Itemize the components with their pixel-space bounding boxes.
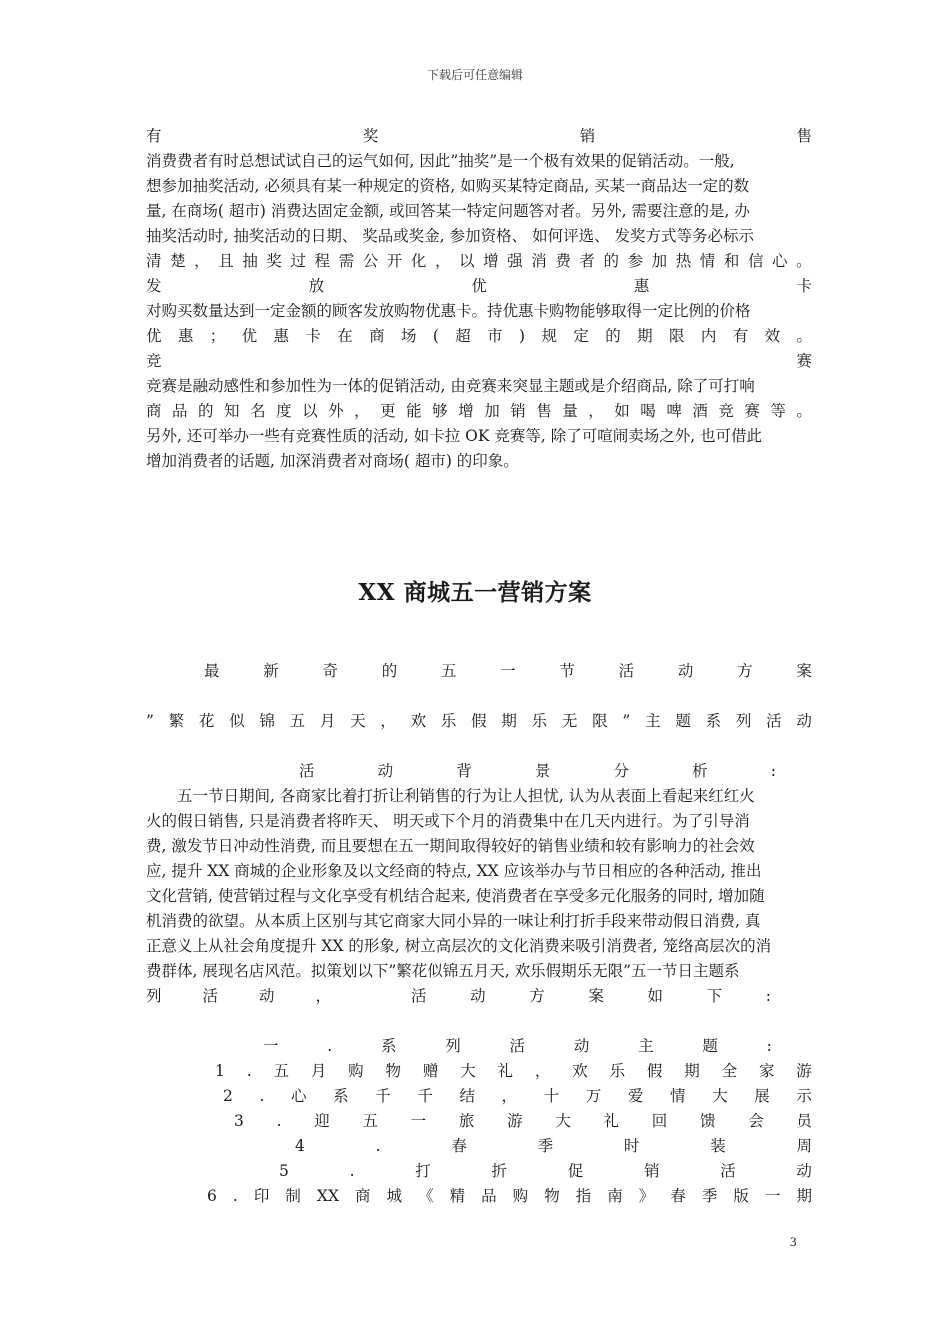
glyph: ， bbox=[534, 1062, 551, 1080]
glyph: ， bbox=[315, 987, 331, 1005]
glyph: 且 bbox=[218, 252, 234, 270]
glyph: 礼 bbox=[497, 1062, 514, 1080]
glyph: 等 bbox=[770, 402, 786, 420]
glyph: 繁 bbox=[168, 712, 185, 730]
glyph: 春 bbox=[670, 1187, 686, 1205]
glyph: 放 bbox=[308, 277, 325, 295]
glyph: 物 bbox=[385, 1062, 402, 1080]
glyph: 精 bbox=[449, 1187, 466, 1205]
glyph: 。 bbox=[796, 402, 812, 420]
glyph: 1 bbox=[215, 1062, 225, 1080]
glyph: 活 bbox=[618, 662, 635, 680]
glyph: 奖 bbox=[266, 252, 282, 270]
lottery-line-3: 量, 在商场( 超市) 消费达固定金额, 或回答某一特定问题答对者。另外, 需要注意的是, 办 bbox=[146, 202, 750, 220]
glyph: 心 bbox=[291, 1087, 307, 1105]
glyph: 天 bbox=[350, 712, 366, 730]
glyph: 方 bbox=[529, 987, 545, 1005]
glyph: 惠 bbox=[177, 327, 194, 345]
glyph: 卡 bbox=[305, 327, 321, 345]
glyph: 。 bbox=[796, 327, 812, 345]
glyph: 楚 bbox=[170, 252, 186, 270]
glyph: 打 bbox=[415, 1162, 431, 1180]
glyph: 会 bbox=[748, 1112, 764, 1130]
glyph: 家 bbox=[758, 1062, 775, 1080]
glyph: 欢 bbox=[572, 1062, 588, 1080]
glyph: ” bbox=[146, 712, 154, 730]
list-item-3 bbox=[234, 1109, 812, 1134]
glyph: 展 bbox=[754, 1087, 770, 1105]
glyph: 3 bbox=[234, 1112, 244, 1130]
glyph: ， bbox=[588, 402, 604, 420]
glyph: 动 bbox=[796, 712, 812, 730]
glyph: 强 bbox=[507, 252, 523, 270]
glyph: ， bbox=[434, 252, 451, 270]
glyph: ) bbox=[519, 327, 526, 345]
glyph: 系 bbox=[333, 1087, 349, 1105]
glyph: 期 bbox=[637, 327, 653, 345]
glyph: 期 bbox=[796, 1187, 812, 1205]
glyph: 千 bbox=[417, 1087, 433, 1105]
glyph: 月 bbox=[319, 712, 336, 730]
glyph: 竞 bbox=[146, 352, 162, 370]
glyph: 爱 bbox=[627, 1087, 644, 1105]
glyph: 清 bbox=[146, 252, 162, 270]
glyph: 乐 bbox=[440, 712, 457, 730]
glyph: 热 bbox=[675, 252, 692, 270]
glyph: 销 bbox=[643, 1162, 660, 1180]
glyph: 列 bbox=[146, 987, 162, 1005]
glyph: 需 bbox=[338, 252, 355, 270]
glyph: 限 bbox=[668, 327, 685, 345]
glyph: 奖 bbox=[362, 127, 379, 145]
glyph: 景 bbox=[534, 762, 551, 780]
glyph: 主 bbox=[645, 712, 661, 730]
glyph: 无 bbox=[561, 712, 578, 730]
glyph: ， bbox=[194, 252, 210, 270]
glyph: 有 bbox=[732, 327, 749, 345]
glyph: 活 bbox=[766, 712, 782, 730]
glyph: 限 bbox=[592, 712, 608, 730]
glyph: 优 bbox=[241, 327, 258, 345]
glyph: 活 bbox=[509, 1037, 526, 1055]
glyph: 折 bbox=[491, 1162, 507, 1180]
glyph: 下 bbox=[706, 987, 723, 1005]
glyph: 心 bbox=[772, 252, 788, 270]
glyph: 十 bbox=[543, 1087, 560, 1105]
glyph: 增 bbox=[483, 252, 499, 270]
glyph: 周 bbox=[796, 1137, 812, 1155]
glyph: 过 bbox=[290, 252, 306, 270]
glyph: 题 bbox=[675, 712, 691, 730]
glyph: 参 bbox=[627, 252, 644, 270]
glyph: 加 bbox=[651, 252, 668, 270]
lottery-line-2: 想参加抽奖活动, 必须具有某一种规定的资格, 如购买某特定商品, 买某一商品达一定的数 bbox=[146, 177, 750, 195]
theme-line-wrap bbox=[146, 709, 812, 734]
glyph: . bbox=[327, 1037, 333, 1055]
glyph: 假 bbox=[471, 712, 487, 730]
glyph: 购 bbox=[348, 1062, 364, 1080]
glyph: 发 bbox=[146, 277, 162, 295]
bg-heading-wrap bbox=[146, 759, 812, 784]
list-item-2 bbox=[223, 1084, 812, 1109]
theme-line bbox=[146, 709, 812, 734]
glyph: 五 bbox=[289, 712, 306, 730]
glyph: 时 bbox=[623, 1137, 640, 1155]
glyph: 《 bbox=[418, 1187, 434, 1205]
glyph: 促 bbox=[567, 1162, 584, 1180]
glyph: 月 bbox=[310, 1062, 327, 1080]
glyph: 有 bbox=[146, 127, 162, 145]
glyph: 主 bbox=[638, 1037, 654, 1055]
glyph: ， bbox=[501, 1087, 518, 1105]
bg-line-9-b bbox=[411, 984, 771, 1009]
glyph: 礼 bbox=[603, 1112, 620, 1130]
bg-line-1: 五一节日期间, 各商家比着打折让利销售的行为让人担忧, 认为从表面上看起来红红火 bbox=[177, 787, 755, 805]
glyph: 大 bbox=[712, 1087, 728, 1105]
contest-line-2 bbox=[146, 399, 812, 424]
glyph: 动 bbox=[470, 987, 486, 1005]
list-item-1 bbox=[215, 1059, 812, 1084]
heading-card bbox=[146, 274, 812, 299]
glyph: 超 bbox=[455, 327, 471, 345]
glyph: 赛 bbox=[744, 402, 760, 420]
glyph: 商 bbox=[369, 327, 385, 345]
glyph: 以 bbox=[302, 402, 318, 420]
glyph: 制 bbox=[285, 1187, 301, 1205]
activity-list bbox=[146, 1034, 812, 1209]
document-title: XX 商城五一营销方案 bbox=[358, 579, 592, 606]
glyph: 场 bbox=[401, 327, 417, 345]
glyph: 2 bbox=[223, 1087, 233, 1105]
glyph: 6 bbox=[207, 1187, 217, 1205]
glyph: 规 bbox=[541, 327, 557, 345]
bg-line-9-a bbox=[146, 984, 331, 1009]
contest-line-4: 增加消费者的话题, 加深消费者对商场( 超市) 的印象。 bbox=[146, 452, 519, 470]
glyph: 季 bbox=[701, 1187, 718, 1205]
glyph: 奇 bbox=[322, 662, 338, 680]
glyph: 更 bbox=[380, 402, 396, 420]
glyph: 费 bbox=[555, 252, 571, 270]
glyph: 度 bbox=[276, 402, 292, 420]
list-item-6 bbox=[207, 1184, 812, 1209]
glyph: 公 bbox=[362, 252, 379, 270]
glyph: 的 bbox=[605, 327, 621, 345]
glyph: 结 bbox=[459, 1087, 475, 1105]
glyph: 如 bbox=[614, 402, 630, 420]
glyph: 大 bbox=[460, 1062, 476, 1080]
glyph: 活 bbox=[411, 987, 427, 1005]
glyph: 的 bbox=[603, 252, 619, 270]
glyph: 的 bbox=[381, 662, 398, 680]
glyph: 。 bbox=[796, 252, 812, 270]
glyph: . bbox=[246, 1062, 252, 1080]
glyph: 回 bbox=[651, 1112, 668, 1130]
newest-plan-line-wrap bbox=[146, 659, 812, 684]
glyph: 迎 bbox=[314, 1112, 330, 1130]
lottery-line-5 bbox=[146, 249, 812, 274]
glyph: ” bbox=[622, 712, 631, 730]
glyph: 五 bbox=[273, 1062, 289, 1080]
contest-line-1: 竞赛是融动感性和参加性为一体的促销活动, 由竞赛来突显主题或是介绍商品, 除了可打响 bbox=[146, 377, 755, 395]
card-line-2 bbox=[146, 324, 812, 349]
glyph: 信 bbox=[747, 252, 764, 270]
glyph: 销 bbox=[510, 402, 526, 420]
list-heading bbox=[263, 1034, 772, 1059]
glyph: 销 bbox=[579, 127, 596, 145]
glyph: 外 bbox=[328, 402, 344, 420]
glyph: 物 bbox=[544, 1187, 560, 1205]
glyph: 4 bbox=[295, 1137, 305, 1155]
glyph: 千 bbox=[375, 1087, 391, 1105]
glyph: 乐 bbox=[531, 712, 548, 730]
glyph: 商 bbox=[355, 1187, 371, 1205]
glyph: 期 bbox=[684, 1062, 700, 1080]
glyph: ， bbox=[354, 402, 370, 420]
glyph: 南 bbox=[607, 1187, 623, 1205]
glyph: 动 bbox=[377, 762, 394, 780]
glyph: 竞 bbox=[718, 402, 734, 420]
glyph: 抽 bbox=[242, 252, 258, 270]
glyph: 酒 bbox=[692, 402, 708, 420]
bg-heading bbox=[299, 759, 776, 784]
glyph: 大 bbox=[555, 1112, 571, 1130]
glyph: 情 bbox=[669, 1087, 686, 1105]
glyph: 优 bbox=[471, 277, 487, 295]
glyph: 的 bbox=[198, 402, 214, 420]
glyph: 最 bbox=[204, 662, 220, 680]
glyph: 喝 bbox=[640, 402, 656, 420]
glyph: 消 bbox=[531, 252, 547, 270]
glyph: 赠 bbox=[422, 1062, 439, 1080]
glyph: 5 bbox=[279, 1162, 289, 1180]
lottery-line-1: 消费费者有时总想试试自己的运气如何, 因此”抽奖”是一个极有效果的促销活动。一般, bbox=[146, 152, 735, 170]
glyph: 售 bbox=[536, 402, 552, 420]
bg-line-5: 文化营销, 使营销过程与文化享受有机结合起来, 使消费者在享受多元化服务的同时, 增加随 bbox=[146, 887, 765, 905]
bg-line-2: 火的假日销售, 只是消费者将昨天、 明天或下个月的消费集中在几天内进行。为了引导消 bbox=[146, 812, 750, 830]
glyph: 节 bbox=[559, 662, 575, 680]
glyph: 动 bbox=[573, 1037, 590, 1055]
glyph: 万 bbox=[585, 1087, 602, 1105]
glyph: 活 bbox=[202, 987, 218, 1005]
glyph: 和 bbox=[723, 252, 740, 270]
glyph: 员 bbox=[796, 1112, 812, 1130]
page-header: 下载后可任意编辑 bbox=[426, 68, 523, 82]
glyph: 》 bbox=[638, 1187, 655, 1205]
bg-line-6: 机消费的欲望。从本质上区别与其它商家大同小异的一味让利打折手段来带动假日消费, 真 bbox=[146, 912, 761, 930]
glyph: ； bbox=[209, 327, 226, 345]
heading-lottery bbox=[146, 124, 812, 149]
glyph: 指 bbox=[575, 1187, 592, 1205]
glyph: 惠 bbox=[273, 327, 290, 345]
glyph: 方 bbox=[737, 662, 753, 680]
glyph: 优 bbox=[146, 327, 162, 345]
glyph: 如 bbox=[647, 987, 664, 1005]
glyph: 卡 bbox=[796, 277, 812, 295]
glyph: 品 bbox=[481, 1187, 497, 1205]
list-item-4 bbox=[295, 1134, 812, 1159]
bg-line-9 bbox=[146, 984, 812, 1009]
glyph: 够 bbox=[432, 402, 448, 420]
newest-plan-line bbox=[204, 659, 812, 684]
bg-paragraph bbox=[146, 784, 812, 1009]
glyph: 印 bbox=[253, 1187, 270, 1205]
glyph: 旅 bbox=[458, 1112, 475, 1130]
glyph: 程 bbox=[314, 252, 331, 270]
contest-line-3: 另外, 还可举办一些有竞赛性质的活动, 如卡拉 OK 竞赛等, 除了可喧闹卖场之外, 也可借此 bbox=[146, 427, 763, 445]
list-item-5 bbox=[279, 1159, 812, 1184]
page-number: 3 bbox=[790, 1234, 797, 1249]
glyph: 城 bbox=[386, 1187, 403, 1205]
glyph: 情 bbox=[699, 252, 716, 270]
glyph: 案 bbox=[588, 987, 604, 1005]
glyph: 啤 bbox=[666, 402, 682, 420]
glyph: 装 bbox=[710, 1137, 726, 1155]
bg-line-8: 费群体, 展现名店风范。拟策划以下”繁花似锦五月天, 欢乐假期乐无限”五一节日主题系 bbox=[146, 962, 740, 980]
glyph: 在 bbox=[337, 327, 353, 345]
glyph: 活 bbox=[299, 762, 315, 780]
glyph: 五 bbox=[440, 662, 457, 680]
glyph: . bbox=[276, 1112, 282, 1130]
glyph: 名 bbox=[250, 402, 266, 420]
glyph: 品 bbox=[172, 402, 188, 420]
glyph: 市 bbox=[487, 327, 503, 345]
glyph: 馈 bbox=[699, 1112, 716, 1130]
glyph: 售 bbox=[796, 127, 812, 145]
glyph: 开 bbox=[386, 252, 403, 270]
glyph: 一 bbox=[764, 1187, 781, 1205]
card-line-1: 对购买数量达到一定金额的顾客发放购物优惠卡。持优惠卡购物能够取得一定比例的价格 bbox=[146, 302, 751, 320]
glyph: : bbox=[766, 1037, 772, 1055]
glyph: XX bbox=[316, 1187, 339, 1205]
glyph: 赛 bbox=[796, 352, 812, 370]
glyph: 增 bbox=[458, 402, 474, 420]
bg-line-3: 费, 激发节日冲动性消费, 而且要想在五一期间取得较好的销售业绩和较有影响力的社会效 bbox=[146, 837, 755, 855]
glyph: . bbox=[232, 1187, 238, 1205]
heading-contest bbox=[146, 349, 812, 374]
glyph: 全 bbox=[721, 1062, 738, 1080]
glyph: 题 bbox=[702, 1037, 718, 1055]
glyph: 一 bbox=[410, 1112, 427, 1130]
glyph: 效 bbox=[764, 327, 781, 345]
glyph: 示 bbox=[796, 1087, 812, 1105]
glyph: 动 bbox=[796, 1162, 812, 1180]
glyph: 期 bbox=[501, 712, 517, 730]
glyph: : bbox=[765, 987, 771, 1005]
glyph: 一 bbox=[500, 662, 516, 680]
glyph: 乐 bbox=[609, 1062, 626, 1080]
glyph: 列 bbox=[445, 1037, 461, 1055]
glyph: 列 bbox=[735, 712, 752, 730]
glyph: 背 bbox=[456, 762, 472, 780]
glyph: . bbox=[259, 1087, 265, 1105]
glyph: 者 bbox=[579, 252, 595, 270]
glyph: . bbox=[349, 1162, 355, 1180]
section-promotions bbox=[146, 124, 812, 474]
glyph: : bbox=[770, 762, 776, 780]
glyph: 动 bbox=[677, 662, 694, 680]
glyph: 购 bbox=[512, 1187, 529, 1205]
glyph: 知 bbox=[224, 402, 240, 420]
glyph: 商 bbox=[146, 402, 162, 420]
glyph: 一 bbox=[263, 1037, 279, 1055]
glyph: 锦 bbox=[259, 712, 275, 730]
glyph: 欢 bbox=[410, 712, 427, 730]
glyph: 假 bbox=[646, 1062, 663, 1080]
glyph: . bbox=[375, 1137, 381, 1155]
glyph: 花 bbox=[198, 712, 215, 730]
glyph: 似 bbox=[229, 712, 245, 730]
glyph: 季 bbox=[537, 1137, 554, 1155]
glyph: 案 bbox=[796, 662, 812, 680]
glyph: 新 bbox=[263, 662, 279, 680]
glyph: 加 bbox=[484, 402, 500, 420]
bg-line-4: 应, 提升 XX 商城的企业形象及以文经商的特点, XX 应该举办与节日相应的各种活动, 推出 bbox=[146, 862, 762, 880]
glyph: 分 bbox=[613, 762, 630, 780]
glyph: 量 bbox=[562, 402, 578, 420]
glyph: 系 bbox=[380, 1037, 397, 1055]
glyph: 春 bbox=[451, 1137, 467, 1155]
glyph: 游 bbox=[796, 1062, 812, 1080]
glyph: 能 bbox=[406, 402, 422, 420]
glyph: 以 bbox=[459, 252, 475, 270]
glyph: 游 bbox=[507, 1112, 523, 1130]
glyph: 系 bbox=[705, 712, 722, 730]
glyph: 定 bbox=[573, 327, 589, 345]
glyph: 内 bbox=[700, 327, 717, 345]
glyph: 析 bbox=[692, 762, 708, 780]
glyph: 五 bbox=[362, 1112, 378, 1130]
glyph: 版 bbox=[733, 1187, 749, 1205]
bg-line-7: 正意义上从社会角度提升 XX 的形象, 树立高层次的文化消费来吸引消费者, 笼络高层次的消 bbox=[146, 937, 772, 955]
glyph: 活 bbox=[720, 1162, 736, 1180]
glyph: 惠 bbox=[633, 277, 650, 295]
glyph: 动 bbox=[258, 987, 275, 1005]
glyph: ( bbox=[432, 327, 439, 345]
glyph: ， bbox=[380, 712, 396, 730]
lottery-line-4: 抽奖活动时, 抽奖活动的日期、 奖品或奖金, 参加资格、 如何评选、 发奖方式等务必标示 bbox=[146, 227, 754, 245]
glyph: 化 bbox=[410, 252, 427, 270]
